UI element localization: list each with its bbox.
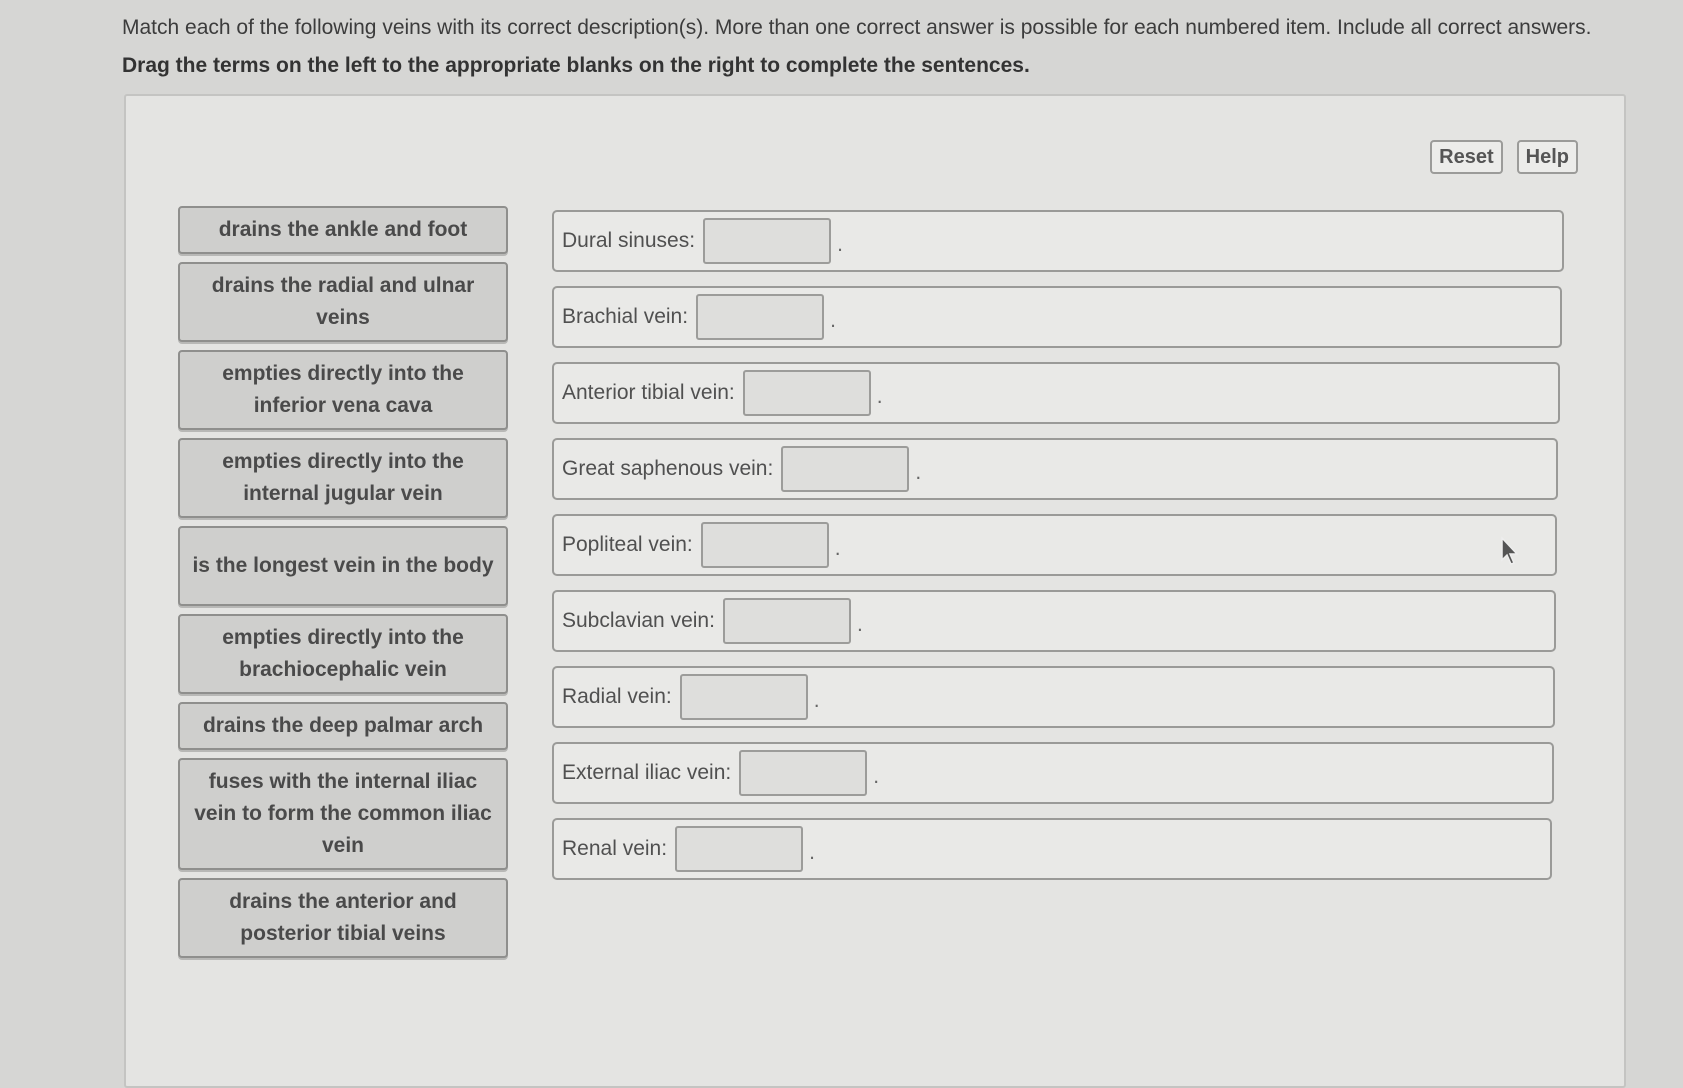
drop-blank-popliteal-vein[interactable] bbox=[701, 522, 829, 568]
sentence-label: Dural sinuses: bbox=[562, 229, 696, 252]
drop-blank-subclavian-vein[interactable] bbox=[723, 598, 851, 644]
sentence-period: . bbox=[830, 309, 836, 332]
sentence-period: . bbox=[837, 233, 843, 256]
sentence-period: . bbox=[876, 385, 883, 408]
instructions-text: Match each of the following veins with its correct description(s). More than one correct answer is possible for each numbered item. Include all correct answers. bbox=[122, 16, 1592, 39]
sentence-period: . bbox=[856, 613, 863, 636]
drop-blank-brachial-vein[interactable] bbox=[696, 294, 824, 340]
drop-blank-dural-sinuses[interactable] bbox=[703, 218, 831, 264]
sentence-label: Anterior tibial vein: bbox=[562, 381, 735, 404]
sentence-label: Popliteal vein: bbox=[562, 533, 693, 556]
drop-blank-anterior-tibial-vein[interactable] bbox=[743, 370, 871, 416]
drop-blank-radial-vein[interactable] bbox=[680, 674, 808, 720]
term-empties-brachiocephalic[interactable]: empties directly into the brachiocephalic vein bbox=[178, 614, 508, 694]
term-drains-deep-palmar-arch[interactable]: drains the deep palmar arch bbox=[178, 702, 508, 750]
term-drains-radial-ulnar[interactable]: drains the radial and ulnar veins bbox=[178, 262, 508, 342]
sentence-period: . bbox=[834, 537, 841, 560]
instructions-drag-text: Drag the terms on the left to the appropriate blanks on the right to complete the sentences. bbox=[122, 54, 1030, 77]
help-button[interactable]: Help bbox=[1517, 140, 1578, 174]
sentence-label: Great saphenous vein: bbox=[562, 457, 774, 480]
reset-button[interactable]: Reset bbox=[1430, 140, 1502, 174]
sentence-label: Renal vein: bbox=[562, 837, 668, 860]
sentence-period: . bbox=[915, 461, 922, 484]
term-drains-tibial-veins[interactable]: drains the anterior and posterior tibial veins bbox=[178, 878, 508, 958]
toolbar bbox=[1430, 140, 1578, 174]
term-longest-vein[interactable]: is the longest vein in the body bbox=[178, 526, 508, 606]
sentence-period: . bbox=[813, 689, 820, 712]
sentence-popliteal-vein bbox=[552, 514, 1557, 576]
sentence-renal-vein bbox=[552, 818, 1552, 880]
sentence-radial-vein bbox=[552, 666, 1555, 728]
sentence-label: Subclavian vein: bbox=[562, 609, 715, 632]
exercise-panel bbox=[124, 94, 1626, 1088]
drop-blank-external-iliac-vein[interactable] bbox=[739, 750, 867, 796]
sentence-subclavian-vein bbox=[552, 590, 1556, 652]
sentence-dural-sinuses bbox=[552, 210, 1564, 272]
sentence-label: External iliac vein: bbox=[562, 761, 732, 784]
sentence-great-saphenous-vein bbox=[552, 438, 1558, 500]
term-drains-ankle-foot[interactable]: drains the ankle and foot bbox=[178, 206, 508, 254]
term-empties-internal-jugular[interactable]: empties directly into the internal jugular vein bbox=[178, 438, 508, 518]
drop-blank-renal-vein[interactable] bbox=[675, 826, 803, 872]
term-empties-ivc[interactable]: empties directly into the inferior vena cava bbox=[178, 350, 508, 430]
sentence-anterior-tibial-vein bbox=[552, 362, 1560, 424]
mouse-pointer-icon bbox=[1500, 536, 1522, 566]
term-fuses-internal-iliac[interactable]: fuses with the internal iliac vein to form the common iliac vein bbox=[178, 758, 508, 870]
sentence-brachial-vein bbox=[552, 286, 1562, 348]
sentence-label: Radial vein: bbox=[562, 685, 672, 708]
sentence-external-iliac-vein bbox=[552, 742, 1554, 804]
sentence-period: . bbox=[873, 765, 880, 788]
sentence-period: . bbox=[809, 841, 815, 864]
sentence-label: Brachial vein: bbox=[562, 305, 689, 328]
instructions bbox=[122, 8, 1662, 84]
drop-blank-great-saphenous-vein[interactable] bbox=[781, 446, 909, 492]
